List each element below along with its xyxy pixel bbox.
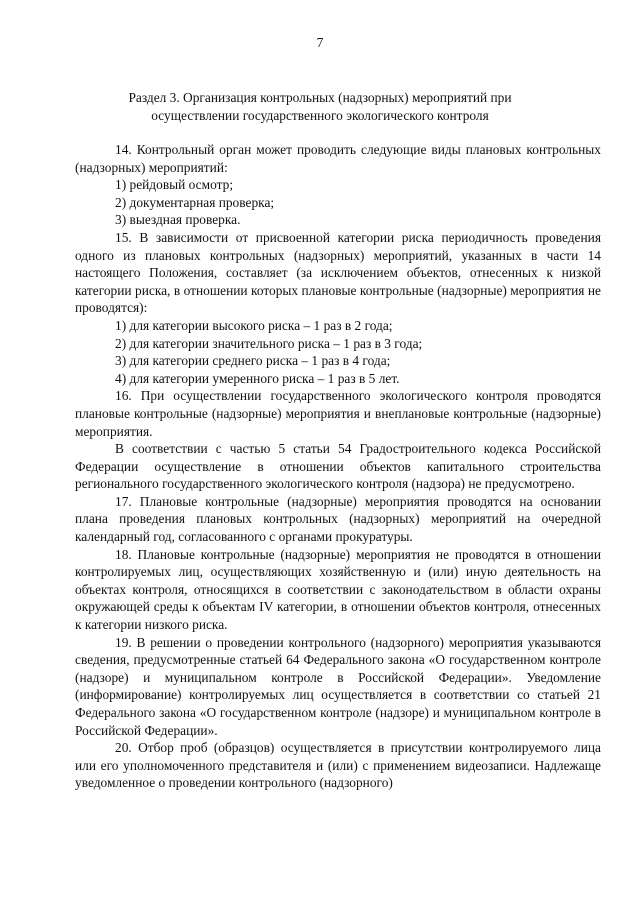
section-title-line: осуществлении государственного экологического контроля xyxy=(151,107,489,123)
page-number: 7 xyxy=(316,35,324,50)
list-item: 4) для категории умеренного риска – 1 раз в 5 лет. xyxy=(115,370,400,386)
paragraph: 18. Плановые контрольные (надзорные) мероприятия не проводятся в отношении контролируемых лиц, осуществляющих хозяйственную и (или) иную деятельность на объектах контроля, относящихся в соответствии с законодательством в области охраны окружающей среды к объектам IV категории, в отношении объектов контроля, отнесенных к категории низкого риска. xyxy=(75,546,601,633)
list-item: 1) для категории высокого риска – 1 раз в 2 года; xyxy=(115,317,393,333)
paragraph: 19. В решении о проведении контрольного (надзорного) мероприятия указываются сведения, предусмотренные статьей 64 Федерального закона «О государственном контроле (надзоре) и муниципальном контроле в Российской Федерации». Уведомление (информирование) контролируемых лиц осуществляется в соответствии со статьей 21 Федерального закона «О государственном контроле (надзоре) и муниципальном контроле в Российской Федерации». xyxy=(75,634,601,738)
list-item: 1) рейдовый осмотр; xyxy=(115,177,234,193)
paragraph: 16. При осуществлении государственного экологического контроля проводятся плановые контрольные (надзорные) мероприятия и внеплановые контрольные (надзорные) мероприятия. xyxy=(75,388,601,439)
document-body xyxy=(75,141,601,792)
paragraph: 17. Плановые контрольные (надзорные) мероприятия проводятся на основании плана проведения плановых контрольных (надзорных) мероприятий на очередной календарный год, согласованного с органами прокуратуры. xyxy=(75,493,601,545)
paragraph: 15. В зависимости от присвоенной категории риска периодичность проведения одного из плановых контрольных (надзорных) мероприятий, указанных в части 14 настоящего Положения, составляет (за исключением объектов, отнесенных к низкой категории риска, в отношении которых плановые контрольные (надзорные) мероприятия не проводятся): xyxy=(75,229,601,316)
list-item: 3) для категории среднего риска – 1 раз в 4 года; xyxy=(115,353,391,369)
list-item: 2) документарная проверка; xyxy=(115,194,275,210)
paragraph: 20. Отбор проб (образцов) осуществляется в присутствии контролируемого лица или его уполномоченного представителя и (или) с применением видеозаписи. Надлежаще уведомленное о проведении контрольного (надзорного) xyxy=(75,740,601,791)
list-item: 3) выездная проверка. xyxy=(115,212,241,228)
paragraph: 14. Контрольный орган может проводить следующие виды плановых контрольных (надзорных) мероприятий: xyxy=(75,142,601,175)
section-title-line: Раздел 3. Организация контрольных (надзорных) мероприятий при xyxy=(128,90,512,105)
paragraph: В соответствии с частью 5 статьи 54 Градостроительного кодекса Российской Федерации осуществление в отношении объектов капитального строительства регионального государственного экологического контроля (надзора) не предусмотрено. xyxy=(75,441,601,492)
section-title xyxy=(90,89,550,124)
list-item: 2) для категории значительного риска – 1 раз в 3 года; xyxy=(115,335,423,351)
